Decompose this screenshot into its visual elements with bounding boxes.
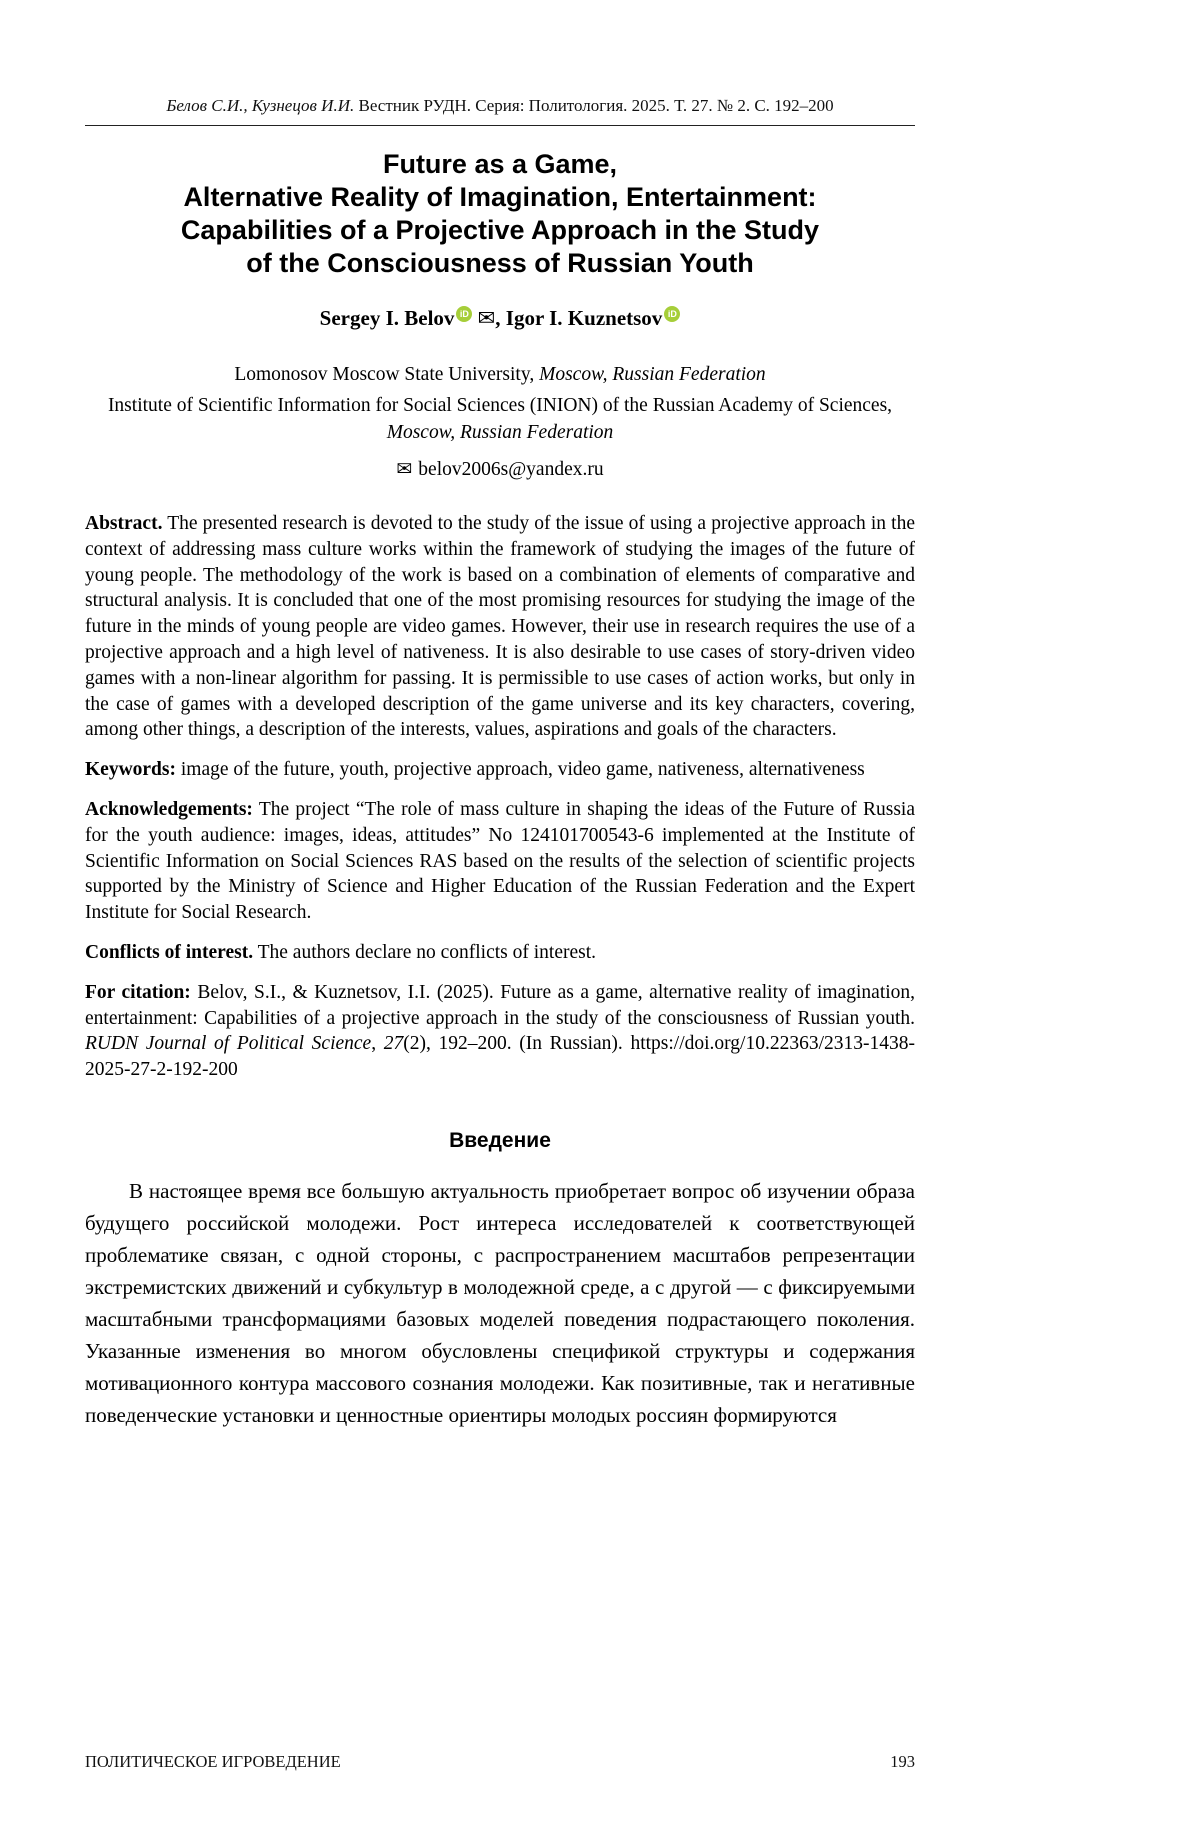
footer-section-title: ПОЛИТИЧЕСКОЕ ИГРОВЕДЕНИЕ [85, 1752, 341, 1771]
citation-volume: 27 [383, 1033, 404, 1055]
authors-line [85, 306, 915, 331]
citation-text: Belov, S.I., & Kuznetsov, I.I. (2025). Future as a game, alternative reality of imagination, entertainment: Capabilities of a projective approach in the study of the consciousness of Russian youth. [85, 981, 916, 1029]
running-header-citation: Вестник РУДН. Серия: Политология. 2025. Т. 27. № 2. С. 192–200 [354, 96, 834, 115]
email-address[interactable]: belov2006s@yandex.ru [418, 459, 604, 480]
title-line: of the Consciousness of Russian Youth [246, 248, 754, 278]
page-number: 193 [890, 1752, 915, 1771]
authors-separator: , [495, 306, 506, 330]
title-line: Alternative Reality of Imagination, Entertainment: [183, 182, 817, 212]
section-heading-introduction: Введение [449, 1128, 551, 1152]
author-name-belov: Sergey I. Belov [319, 306, 455, 330]
affiliations [85, 361, 915, 446]
affiliation-location: Moscow, Russian Federation [539, 364, 766, 385]
introduction-paragraph: В настоящее время все большую актуальность приобретает вопрос об изучении образа будущего российской молодежи. Рост интереса исследователей к соответствующей проблематике связан, с одной стороны, с распространением масштабов репрезентации экстремистских движений и субкультур в молодежной среде, а с другой — с фиксируемыми масштабными трансформациями базовых моделей поведения подрастающего поколения. Указанные изменения во многом обусловлены спецификой структуры и содержания мотивационного контура массового сознания молодежи. Как позитивные, так и негативные поведенческие установки и ценностные ориентиры молодых россиян формируются [85, 1178, 915, 1427]
citation-label: For citation: [85, 981, 191, 1003]
orcid-icon[interactable]: iD [456, 306, 472, 322]
running-header [85, 96, 915, 116]
affiliation-text: Institute of Scientific Information for Social Sciences (INION) of the Russian Academy of Sciences, [107, 395, 893, 416]
citation-separator: , [371, 1033, 384, 1055]
conflicts-label: Conflicts of interest. [85, 941, 254, 963]
title-line: Capabilities of a Projective Approach in the Study [180, 215, 820, 245]
author-name-kuznetsov: Igor I. Kuznetsov [505, 306, 663, 330]
abstract-text: The presented research is devoted to the study of the issue of using a projective approach in the context of addressing mass culture works within the framework of studying the images of the future of young people. The methodology of the work is based on a combination of elements of comparative and structural analysis. It is concluded that one of the most promising resources for studying the image of the future in the minds of young people are video games. However, their use in research requires the use of a projective approach and a high level of nativeness. It is also desirable to use cases of story-driven video games with a non-linear algorithm for passing. It is permissible to use cases of action works, but only in the case of games with a developed description of the game universe and its key characters, covering, among other things, a description of the interests, values, aspirations and goals of the characters. [85, 513, 915, 741]
page-footer [85, 1752, 915, 1772]
acknowledgements-text: The project “The role of mass culture in shaping the ideas of the Future of Russia for the youth audience: images, ideas, attitudes” No 124101700543-6 implemented at the Institute of Scientific Information on Social Sciences RAS based on the results of the selection of scientific projects supported by the Ministry of Science and Higher Education of the Russian Federation and the Expert Institute for Social Research. [85, 798, 915, 924]
conflicts-text: The authors declare no conflicts of interest. [257, 941, 597, 963]
keywords-paragraph [85, 757, 915, 783]
abstract-label: Abstract. [85, 513, 163, 534]
email-line [85, 458, 915, 481]
article-page [85, 0, 915, 1431]
affiliation-location: Moscow, Russian Federation [386, 422, 614, 443]
citation-journal: RUDN Journal of Political Science [85, 1033, 372, 1055]
envelope-icon: ✉ [396, 459, 413, 480]
acknowledgements-paragraph [85, 797, 915, 926]
envelope-icon[interactable]: ✉ [477, 306, 496, 330]
doi-link[interactable]: https://doi.org/10.22363/2313-1438-2025-27-2-192-200 [85, 1033, 915, 1081]
header-rule [85, 125, 915, 126]
orcid-icon[interactable]: iD [664, 306, 680, 322]
affiliation-institute [85, 392, 915, 446]
article-title [85, 148, 915, 280]
keywords-label: Keywords: [85, 759, 176, 781]
conflicts-paragraph [85, 940, 915, 966]
running-header-authors: Белов С.И., Кузнецов И.И. [166, 96, 355, 115]
citation-pages: (2), 192–200. (In Russian). [403, 1033, 631, 1055]
affiliation-university [85, 361, 915, 388]
title-line: Future as a Game, [382, 149, 618, 179]
citation-paragraph [85, 980, 915, 1083]
abstract-paragraph [85, 511, 915, 743]
keywords-text: image of the future, youth, projective approach, video game, nativeness, alternativeness [180, 759, 865, 781]
affiliation-text: Lomonosov Moscow State University, [234, 364, 540, 385]
acknowledgements-label: Acknowledgements: [85, 798, 253, 820]
